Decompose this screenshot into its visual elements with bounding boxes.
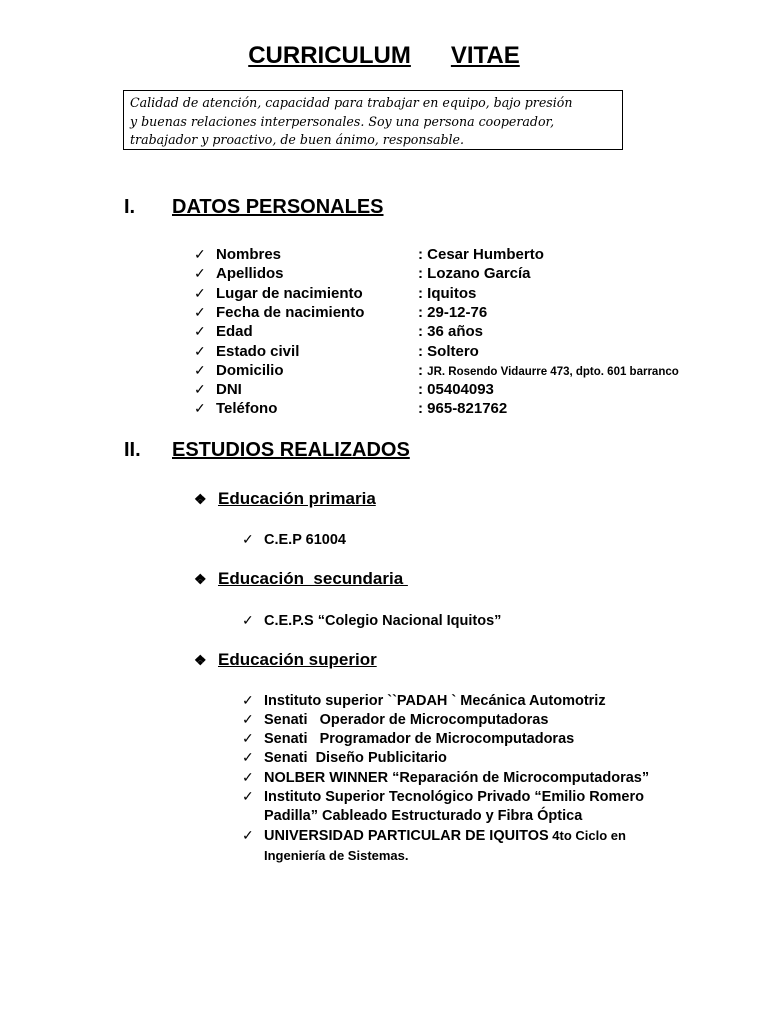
personal-value: JR. Rosendo Vidaurre 473, dpto. 601 barranco [427,366,679,378]
personal-key: DNI [216,381,242,398]
check-mark-icon: ✓ [194,246,206,262]
subheading-higher [194,650,377,670]
four-diamond-bullet-icon: ❖ [194,652,207,668]
higher-item [242,768,722,788]
personal-row-telefono [194,399,754,418]
check-mark-icon: ✓ [242,730,254,746]
summary-line-2: y buenas relaciones interpersonales. Soy una persona cooperador, [130,113,555,129]
check-mark-icon: ✓ [242,612,254,628]
personal-value: : Cesar Humberto [418,246,544,263]
higher-item-multiline [242,787,722,826]
summary-line-3: trabajador y proactivo, de buen ánimo, responsable. [130,132,465,147]
check-mark-icon: ✓ [242,692,254,708]
profile-summary-box [123,90,623,150]
secondary-item [242,611,722,631]
personal-value: : 965-821762 [418,400,508,417]
personal-row-fecha [194,303,754,322]
four-diamond-bullet-icon: ❖ [194,571,207,587]
document-title [0,42,768,70]
check-mark-icon: ✓ [194,304,206,320]
personal-row-apellidos [194,264,754,283]
personal-row-lugar [194,284,754,303]
higher-item [242,729,722,749]
higher-item [242,691,722,711]
subheading-label: Educación secundaria [218,569,408,588]
item-text: Instituto superior ``PADAH ` Mecánica Automotriz [264,693,606,709]
section-heading-studies [124,439,410,462]
four-diamond-bullet-icon: ❖ [194,491,207,507]
personal-row-edad [194,322,754,341]
personal-key: Estado civil [216,343,300,360]
item-text: Senati Programador de Microcomputadoras [264,731,575,747]
item-text: Senati Diseño Publicitario [264,750,447,766]
title-part-2: VITAE [450,42,520,69]
item-text-line-1: Instituto Superior Tecnológico Privado “Emilio Romero [264,789,644,805]
check-mark-icon: ✓ [194,323,206,339]
check-mark-icon: ✓ [242,749,254,765]
personal-value: : Lozano García [418,265,531,282]
section-label: ESTUDIOS REALIZADOS [172,439,410,461]
subheading-label: Educación primaria [218,489,376,508]
check-mark-icon: ✓ [242,769,254,785]
section-number: I. [124,196,136,218]
item-text-line-2: Padilla” Cableado Estructurado y Fibra Óptica [264,808,583,824]
personal-key: Fecha de nacimiento [216,304,365,321]
check-mark-icon: ✓ [194,400,206,416]
higher-item [242,748,722,768]
check-mark-icon: ✓ [194,265,206,281]
item-text: Senati Operador de Microcomputadoras [264,712,549,728]
personal-key: Edad [216,323,253,340]
higher-item-multiline [242,826,722,865]
section-number: II. [124,439,141,461]
check-mark-icon: ✓ [242,827,254,843]
check-mark-icon: ✓ [194,381,206,397]
personal-key: Nombres [216,246,282,263]
check-mark-icon: ✓ [194,343,206,359]
check-mark-icon: ✓ [194,362,206,378]
check-mark-icon: ✓ [242,711,254,727]
check-mark-icon: ✓ [242,531,254,547]
personal-value: : 29-12-76 [418,304,488,321]
personal-key: Lugar de nacimiento [216,285,363,302]
personal-row-dni [194,380,754,399]
personal-value: : Soltero [418,343,479,360]
section-label: DATOS PERSONALES [172,196,384,218]
personal-value: : 05404093 [418,381,494,398]
personal-row-domicilio [194,361,754,380]
personal-value: : Iquitos [418,285,477,302]
personal-value: : 36 años [418,323,484,340]
section-heading-personal [124,196,384,219]
item-text: NOLBER WINNER “Reparación de Microcomputadoras” [264,770,650,786]
personal-key: Apellidos [216,265,284,282]
personal-value-prefix: : [418,362,423,379]
personal-key: Domicilio [216,362,284,379]
summary-line-1: Calidad de atención, capacidad para trabajar en equipo, bajo presión [130,95,573,110]
subheading-primary [194,489,376,509]
primary-item [242,530,722,550]
subheading-secondary [194,569,408,589]
check-mark-icon: ✓ [242,788,254,804]
item-text-line-1-rest: 4to Ciclo en [548,828,626,843]
personal-row-estado [194,342,754,361]
item-text: C.E.P.S “Colegio Nacional Iquitos” [264,613,502,629]
personal-row-nombres [194,245,754,264]
item-text-line-1-main: UNIVERSIDAD PARTICULAR DE IQUITOS [264,828,549,844]
higher-item [242,710,722,730]
personal-key: Teléfono [216,400,278,417]
item-text-line-2: Ingeniería de Sistemas. [264,848,409,863]
item-text: C.E.P 61004 [264,532,346,548]
title-part-1: CURRICULUM [248,42,411,69]
subheading-label: Educación superior [218,650,377,669]
check-mark-icon: ✓ [194,285,206,301]
